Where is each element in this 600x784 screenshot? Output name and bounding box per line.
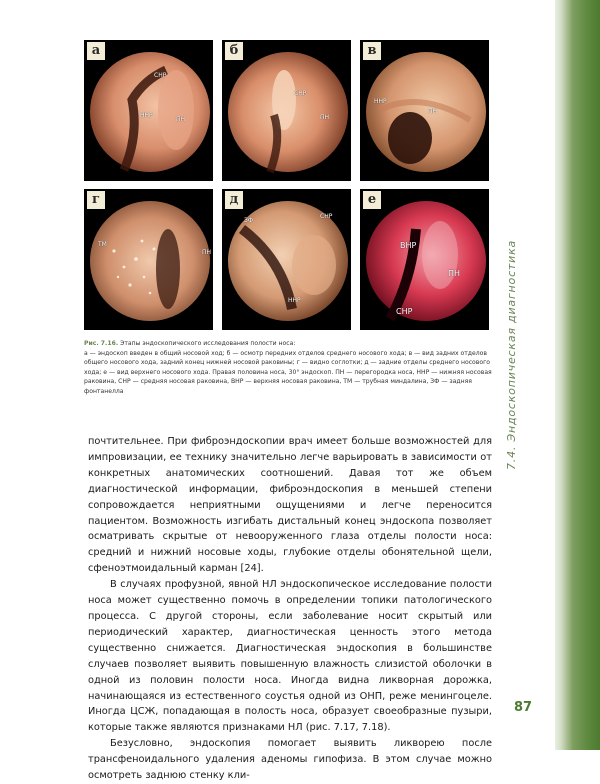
anatomy-label: ЗФ [244,217,254,224]
anatomy-label: ННР [288,297,301,304]
anatomy-label: ТМ [98,241,107,248]
panel-letter: е [363,191,381,209]
paragraph: В случаях профузной, явной НЛ эндоскопическое исследование полости носа может существенно помочь в определении топики патологического процесса. С другой стороны, если заболевание носит скрытый или периодический характер, диагностическая ценность этого метода существенно снижается. Диагностическая эндоскопия в большинстве случаев позволяет выявить повышенную влажность слизистой оболочки в одной из половин полости носа. Иногда видна ликворная дорожка, начинающаяся из естественного соустья одной из ОНП, реже менингоцеле. Иногда ЦСЖ, попадающая в полость носа, образует своеобразные пузыри, которые также являются признаками НЛ (рис. 7.17, 7.18). [88,579,492,734]
body-text [88,434,492,784]
panel-letter: г [87,191,105,209]
anatomy-label: ННР [140,112,153,119]
page-number: 87 [514,700,533,715]
panel-letter: д [225,191,243,209]
figure-grid [84,40,489,330]
endoscopy-image-f [360,189,489,330]
endoscopy-panel-b [222,40,351,181]
endoscopy-image-c [360,40,489,181]
endoscopy-panel-d [84,189,213,330]
anatomy-label: ПН [428,108,438,115]
figure-caption [84,339,494,397]
anatomy-label: ВНР [400,241,417,250]
panel-letter: а [87,42,105,60]
endoscopy-image-e [222,189,351,330]
endoscopy-panel-c [360,40,489,181]
caption-text: а — эндоскоп введен в общий носовой ход; б — осмотр передних отделов среднего носового хода; в — вид задних отделов общего носового хода, задний конец нижней носовой раковины; г — видно соглотки; д — задние отделы среднего носового хода; е — вид верхнего носового хода. Правая половина носа, 30° эндоскоп. ПН — перегородка носа, ННР — нижняя носовая раковина, СНР — средняя носовая раковина, ВНР — верхняя носовая раковина, ТМ — трубная миндалина, ЗФ — задняя фонтанелла [84,349,492,395]
anatomy-label: СНР [396,307,413,316]
caption-label: Рис. 7.16. [84,340,119,347]
endoscopy-panel-f [360,189,489,330]
endoscopy-panel-a [84,40,213,181]
endoscopy-image-d [84,189,213,330]
endoscopy-image-a [84,40,213,181]
anatomy-label: СНР [154,72,167,79]
running-section-title: 7.4. Эндоскопическая диагностика [505,239,518,470]
anatomy-label: ПН [176,116,186,123]
anatomy-label: СНР [320,213,333,220]
caption-title: Этапы эндоскопического исследования полости носа: [118,340,296,347]
anatomy-label: ПН [320,114,330,121]
anatomy-label: ННР [374,98,387,105]
page-edge-strip [555,0,600,750]
anatomy-label: ПН [448,269,461,278]
paragraph: почтительнее. При фиброэндоскопии врач имеет больше возможностей для импровизации, ее технику значительно легче варьировать в зависимости от конкретных анатомических соотношений. Давая тот же объем диагностической информации, фиброэндоскопия в меньшей степени сопровождается неприятными ощущениями и легче переносится пациентом. Возможность изгибать дистальный конец эндоскопа позволяет осматривать скрытые от невооруженного глаза отделы полости носа: средний и нижний носовые ходы, глубокие отделы обонятельной щели, сфеноэтмоидальный карман [24]. [88,436,492,575]
anatomy-label: ПН [202,249,212,256]
paragraph: Безусловно, эндоскопия помогает выявить ликворею после трансфеноидального удаления аденомы гипофиза. В этом случае можно осмотреть заднюю стенку кли- [88,738,492,782]
endoscopy-image-b [222,40,351,181]
panel-letter: б [225,42,243,60]
anatomy-label: СНР [294,90,307,97]
endoscopy-panel-e [222,189,351,330]
panel-letter: в [363,42,381,60]
